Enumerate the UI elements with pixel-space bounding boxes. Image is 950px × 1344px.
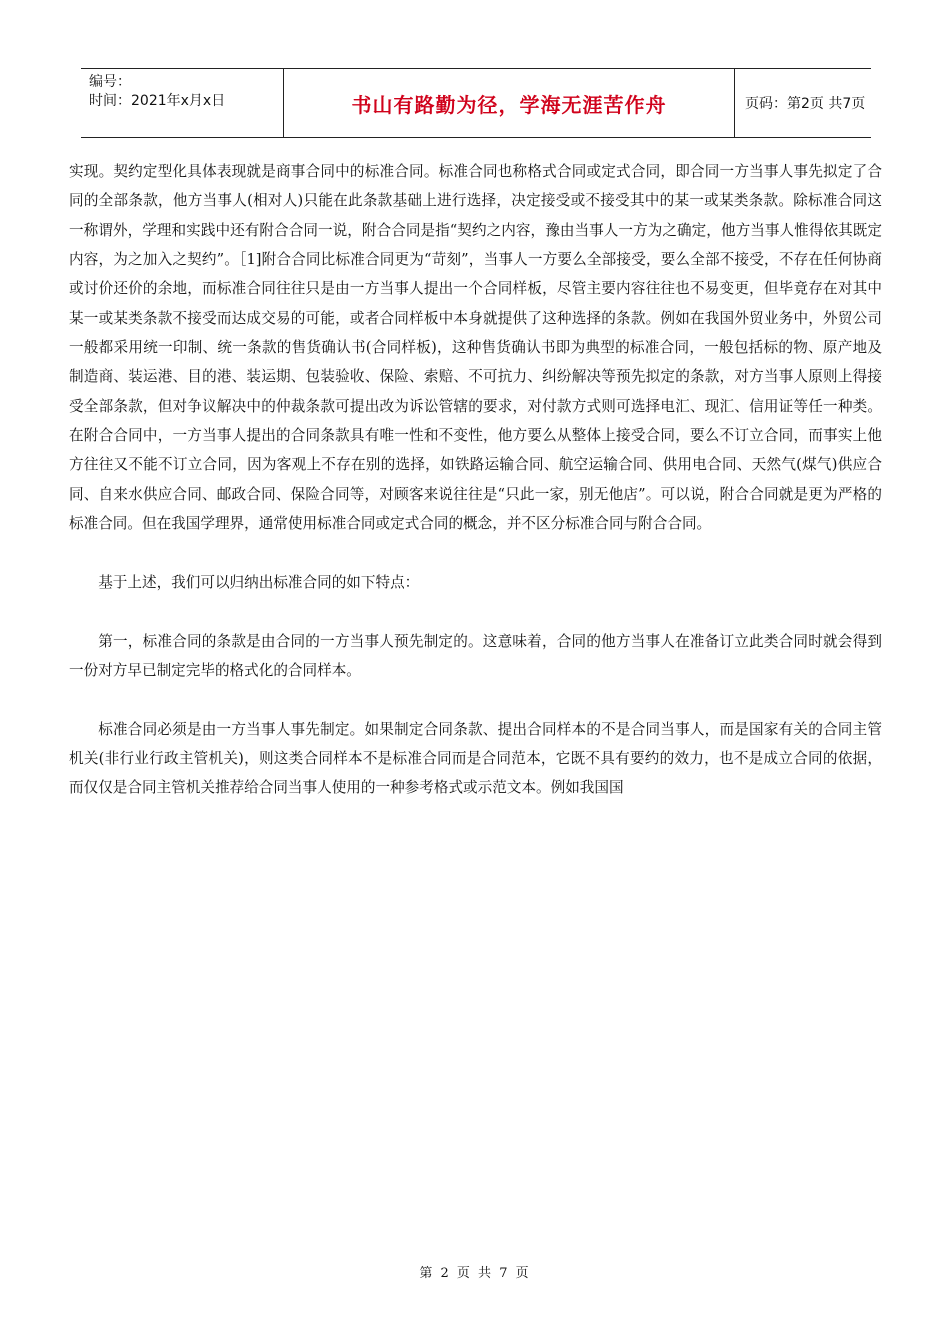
header-page-code: 页码：第2页 共7页: [745, 96, 866, 112]
document-body: [69, 157, 882, 803]
paragraph-spacer: [69, 538, 882, 567]
paragraph-spacer: [69, 685, 882, 714]
document-date-label: 时间：2021年x月x日: [89, 93, 226, 109]
header-page-cell: [735, 69, 871, 137]
page-footer: [0, 1262, 950, 1281]
header-meta-cell: [81, 69, 283, 137]
body-paragraph-summary-intro: 基于上述，我们可以归纳出标准合同的如下特点：: [98, 573, 420, 591]
header-motto-cell: [283, 69, 735, 137]
page-header: [81, 68, 871, 138]
document-number-label: 编号：: [89, 74, 131, 90]
body-paragraph-drafting-party: 标准合同必须是由一方当事人事先制定。如果制定合同条款、提出合同样本的不是合同当事人，而是国家有关的合同主管机关(非行业行政主管机关)，则这类合同样本不是标准合同而是合同范本，它既不具有要约的效力，也不是成立合同的依据，而仅仅是合同主管机关推荐给合同当事人使用的一种参考格式或示范文本。例如我国国: [69, 720, 882, 797]
body-paragraph-first-feature: 第一，标准合同的条款是由合同的一方当事人预先制定的。这意味着，合同的他方当事人在准备订立此类合同时就会得到一份对方早已制定完毕的格式化的合同样本。: [69, 632, 882, 679]
header-motto: 书山有路勤为径，学海无涯苦作舟: [351, 92, 667, 117]
paragraph-spacer: [69, 597, 882, 626]
footer-page-number: 第 2 页 共 7 页: [419, 1266, 531, 1281]
body-paragraph-continued: 实现。契约定型化具体表现就是商事合同中的标准合同。标准合同也称格式合同或定式合同，即合同一方当事人事先拟定了合同的全部条款，他方当事人(相对人)只能在此条款基础上进行选择，决定接受或不接受其中的某一或某类条款。除标准合同这一称谓外，学理和实践中还有附合合同一说，附合合同是指“契约之内容，豫由当事人一方为之确定，他方当事人惟得依其既定内容，为之加入之契约”。［1]附合合同比标准合同更为“苛刻”，当事人一方要么全部接受，要么全部不接受，不存在任何协商或讨价还价的余地，而标准合同往往只是由一方当事人提出一个合同样板，尽管主要内容往往也不易变更，但毕竟存在对其中某一或某类条款不接受而达成交易的可能，或者合同样板中本身就提供了这种选择的条款。例如在我国外贸业务中，外贸公司一般都采用统一印制、统一条款的售货确认书(合同样板)，这种售货确认书即为典型的标准合同，一般包括标的物、原产地及制造商、装运港、目的港、装运期、包装验收、保险、索赔、不可抗力、纠纷解决等预先拟定的条款，对方当事人原则上得接受全部条款，但对争议解决中的仲裁条款可提出改为诉讼管辖的要求，对付款方式则可选择电汇、现汇、信用证等任一种类。在附合合同中，一方当事人提出的合同条款具有唯一性和不变性，他方要么从整体上接受合同，要么不订立合同，而事实上他方往往又不能不订立合同，因为客观上不存在别的选择，如铁路运输合同、航空运输合同、供用电合同、天然气(煤气)供应合同、自来水供应合同、邮政合同、保险合同等，对顾客来说往往是“只此一家，别无他店”。可以说，附合合同就是更为严格的标准合同。但在我国学理界，通常使用标准合同或定式合同的概念，并不区分标准合同与附合合同。: [69, 163, 882, 533]
